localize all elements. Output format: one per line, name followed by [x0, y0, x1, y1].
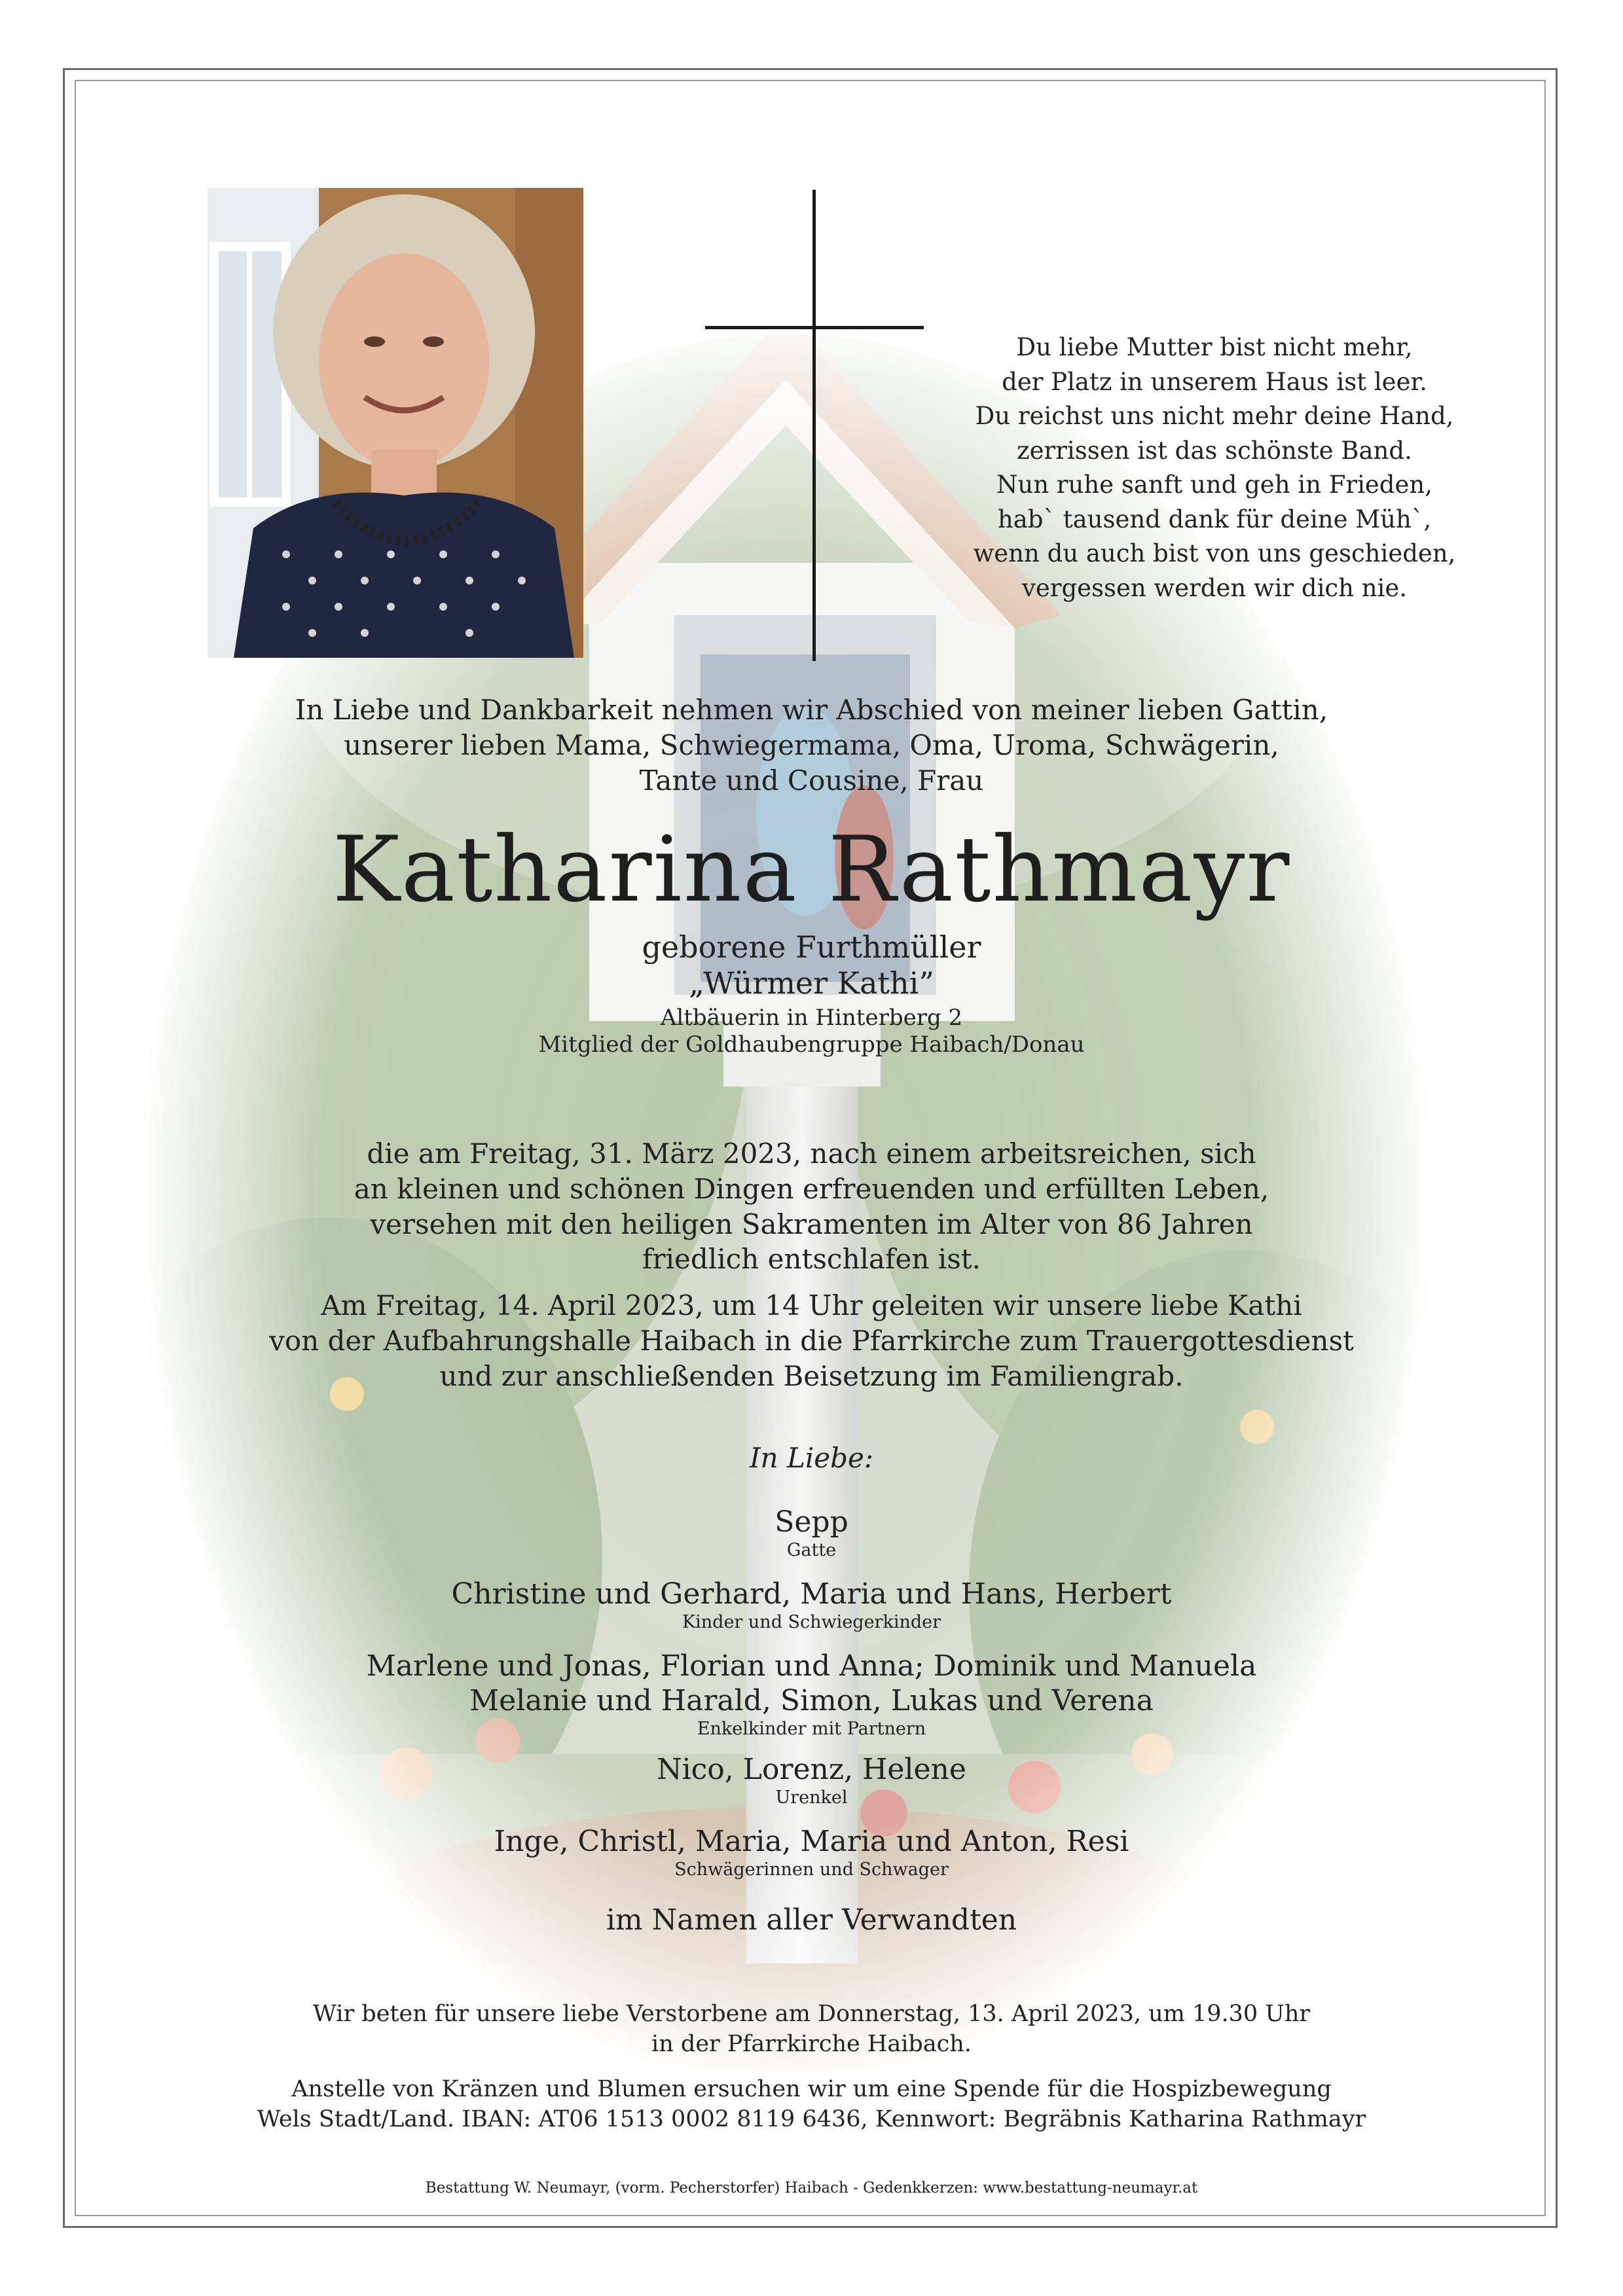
death-line: die am Freitag, 31. März 2023, nach einem arbeitsreichen, sich — [367, 1138, 1256, 1170]
poem-line: Nun ruhe sanft und geh in Frieden, — [996, 471, 1432, 499]
mourner-names: Inge, Christl, Maria, Maria und Anton, Resi — [494, 1825, 1129, 1858]
maiden-name: geborene Furthmüller — [642, 929, 981, 965]
donation-line: Wels Stadt/Land. IBAN: AT06 1513 0002 8119 6436, Kennwort: Begräbnis Katharina Rathmayr — [257, 2106, 1366, 2132]
mourner-names: Sepp — [775, 1505, 848, 1539]
mourner-names: Nico, Lorenz, Helene — [657, 1753, 966, 1786]
prayer-line: Wir beten für unsere liebe Verstorbene am Donnerstag, 13. April 2023, um 19.30 Uhr — [312, 2001, 1311, 2027]
funeral-line: Am Freitag, 14. April 2023, um 14 Uhr geleiten wir unsere liebe Kathi — [321, 1289, 1302, 1321]
memorial-poem — [943, 331, 1486, 605]
intro-line: In Liebe und Dankbarkeit nehmen wir Abschied von meiner lieben Gattin, — [295, 694, 1328, 726]
footer-credit: Bestattung W. Neumayr, (vorm. Pecherstorfer) Haibach - Gedenkkerzen: www.bestattung-neumayr.at — [425, 2179, 1198, 2197]
mourner-relation: Urenkel — [775, 1787, 848, 1808]
poem-line: Du liebe Mutter bist nicht mehr, — [1016, 333, 1413, 361]
mourner-group — [0, 1505, 1623, 1560]
mourners-heading: In Liebe: — [749, 1442, 874, 1474]
mourner-names: Melanie und Harald, Simon, Lukas und Verena — [469, 1683, 1154, 1717]
latin-cross-icon — [705, 190, 924, 661]
mourner-group — [0, 1649, 1623, 1739]
deceased-details — [0, 1005, 1623, 1059]
funeral-notice — [0, 1288, 1623, 1393]
prayer-line: in der Pfarrkirche Haibach. — [651, 2030, 972, 2057]
funeral-line: von der Aufbahrungshalle Haibach in die Pfarrkirche zum Trauergottesdienst — [269, 1324, 1354, 1357]
deceased-subtitle — [0, 929, 1623, 1001]
poem-line: Du reichst uns nicht mehr deine Hand, — [975, 402, 1454, 431]
death-line: an kleinen und schönen Dingen erfreuenden und erfüllten Leben, — [354, 1172, 1269, 1205]
mourner-group — [0, 1753, 1623, 1808]
prayer-notice — [0, 2000, 1623, 2059]
intro-text — [0, 692, 1623, 798]
mourner-names: Marlene und Jonas, Florian und Anna; Dominik und Manuela — [366, 1649, 1257, 1683]
deceased-name: Katharina Rathmayr — [332, 817, 1291, 922]
mourner-relation: Gatte — [786, 1539, 837, 1560]
mourner-names: Christine und Gerhard, Maria und Hans, Herbert — [451, 1577, 1172, 1611]
death-line: versehen mit den heiligen Sakramenten im Alter von 86 Jahren — [370, 1208, 1253, 1240]
poem-line: zerrissen ist das schönste Band. — [1017, 436, 1412, 465]
death-line: friedlich entschlafen ist. — [642, 1243, 981, 1276]
poem-line: wenn du auch bist von uns geschieden, — [973, 539, 1456, 568]
poem-line: vergessen werden wir dich nie. — [1021, 573, 1408, 602]
membership: Mitglied der Goldhaubengruppe Haibach/Donau — [538, 1031, 1085, 1058]
death-notice — [0, 1136, 1623, 1277]
mourner-relation: Enkelkinder mit Partnern — [697, 1718, 926, 1739]
donation-line: Anstelle von Kränzen und Blumen ersuchen wir um eine Spende für die Hospizbewegung — [291, 2076, 1332, 2102]
mourner-group — [0, 1825, 1623, 1880]
intro-line: unserer lieben Mama, Schwiegermama, Oma, Uroma, Schwägerin, — [344, 728, 1279, 761]
nickname: „Würmer Kathi” — [689, 965, 934, 1001]
mourner-relation: Kinder und Schwiegerkinder — [682, 1611, 941, 1632]
occupation: Altbäuerin in Hinterberg 2 — [660, 1005, 963, 1031]
mourner-group — [0, 1577, 1623, 1632]
mourners-closing: im Namen aller Verwandten — [606, 1903, 1017, 1937]
poem-line: der Platz in unserem Haus ist leer. — [1002, 367, 1427, 396]
mourner-relation: Schwägerinnen und Schwager — [674, 1859, 949, 1880]
intro-line: Tante und Cousine, Frau — [639, 764, 984, 797]
funeral-line: und zur anschließenden Beisetzung im Familiengrab. — [439, 1359, 1184, 1392]
portrait-photo — [208, 188, 583, 658]
poem-line: hab` tausend dank für deine Müh`, — [997, 505, 1432, 533]
donation-notice — [0, 2075, 1623, 2134]
